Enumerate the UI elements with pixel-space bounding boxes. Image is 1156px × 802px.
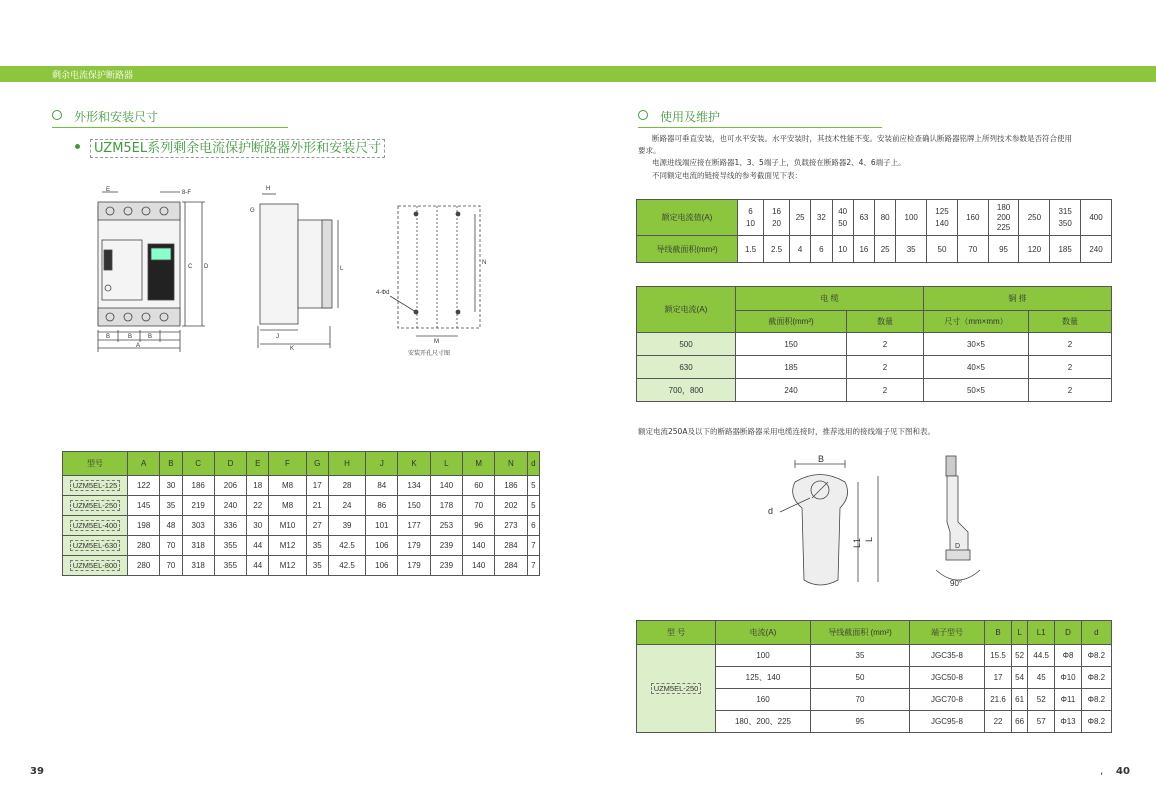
table-cell: 21 bbox=[306, 496, 328, 516]
table-cell: 70 bbox=[160, 556, 182, 576]
table-cell: 70 bbox=[957, 236, 988, 263]
table-cell: 25 bbox=[790, 200, 811, 236]
table-cell: 280 bbox=[128, 556, 160, 576]
table-cell: 355 bbox=[214, 536, 246, 556]
table-cell: 2 bbox=[847, 379, 924, 402]
table-cell: 22 bbox=[985, 711, 1012, 733]
table-row bbox=[63, 556, 540, 576]
table-cell: 39 bbox=[328, 516, 365, 536]
table-cell: 273 bbox=[495, 516, 527, 536]
table-cell: 35 bbox=[306, 556, 328, 576]
dim-header-model: 型号 bbox=[63, 452, 128, 476]
table-cell: 700，800 bbox=[637, 379, 736, 402]
table-cell: 86 bbox=[366, 496, 398, 516]
model-name: UZM5EL-250 bbox=[651, 683, 702, 694]
lug-label-angle: 90° bbox=[950, 579, 963, 588]
table-cell: 70 bbox=[160, 536, 182, 556]
table-row bbox=[637, 236, 1112, 263]
dim-header: J bbox=[366, 452, 398, 476]
table-row bbox=[63, 476, 540, 496]
table-cell: 284 bbox=[495, 536, 527, 556]
table-cell: 179 bbox=[398, 536, 430, 556]
dim-header: C bbox=[182, 452, 214, 476]
table-cell: JGC50-8 bbox=[910, 667, 985, 689]
table-cell: 101 bbox=[366, 516, 398, 536]
table-cell: 6 bbox=[811, 236, 832, 263]
table-cell: 70 bbox=[463, 496, 495, 516]
table-cell: 186 bbox=[495, 476, 527, 496]
table-cell: 303 bbox=[182, 516, 214, 536]
table-cell: 150 bbox=[736, 333, 847, 356]
table-cell: 35 bbox=[306, 536, 328, 556]
table-cell: 5 bbox=[527, 496, 539, 516]
left-subtitle bbox=[75, 137, 385, 156]
table-cell: 100 bbox=[716, 645, 811, 667]
header-cell: D bbox=[1055, 621, 1082, 645]
header-cell: 导线截面积 (mm²) bbox=[811, 621, 910, 645]
table-cell: 95 bbox=[811, 711, 910, 733]
table-cell: M12 bbox=[269, 556, 306, 576]
mounting-caption: 安装开孔尺寸图 bbox=[408, 351, 451, 357]
table-cell: 315 350 bbox=[1050, 200, 1081, 236]
table-cell: Φ10 bbox=[1055, 667, 1082, 689]
terminal-lug-drawing bbox=[760, 452, 1000, 592]
table-cell: M12 bbox=[269, 536, 306, 556]
dim-header: A bbox=[128, 452, 160, 476]
table-cell: 240 bbox=[1081, 236, 1112, 263]
table-cell: 2 bbox=[1029, 379, 1112, 402]
table-cell: 21.6 bbox=[985, 689, 1012, 711]
table-cell: 24 bbox=[328, 496, 365, 516]
table-cell: 240 bbox=[736, 379, 847, 402]
table-cell: 179 bbox=[398, 556, 430, 576]
table-cell: 280 bbox=[128, 536, 160, 556]
table-cell: 106 bbox=[366, 536, 398, 556]
label-l: L bbox=[340, 266, 344, 272]
row-label: 导线截面积(mm²) bbox=[637, 236, 738, 263]
table-cell: 500 bbox=[637, 333, 736, 356]
table-cell: 70 bbox=[811, 689, 910, 711]
dim-header: B bbox=[160, 452, 182, 476]
label-d: D bbox=[204, 264, 209, 270]
dim-header: M bbox=[463, 452, 495, 476]
table-cell: 239 bbox=[430, 556, 462, 576]
circle-bullet-icon bbox=[638, 110, 648, 120]
header-cell: 型 号 bbox=[637, 621, 716, 645]
dot-bullet-icon bbox=[75, 144, 80, 149]
dim-header: N bbox=[495, 452, 527, 476]
table-cell: 355 bbox=[214, 556, 246, 576]
label-e: E bbox=[106, 187, 111, 193]
table-cell: 40 50 bbox=[832, 200, 853, 236]
table-cell: Φ8.2 bbox=[1081, 667, 1111, 689]
model-name: UZM5EL-250 bbox=[70, 500, 121, 511]
table-cell: 50 bbox=[927, 236, 958, 263]
label-b3: B bbox=[148, 334, 153, 340]
dimension-table-header bbox=[63, 452, 540, 476]
table-cell: 336 bbox=[214, 516, 246, 536]
model-cell bbox=[63, 536, 128, 556]
table-cell: 60 bbox=[463, 476, 495, 496]
table-cell: 10 bbox=[832, 236, 853, 263]
right-section-underline bbox=[638, 127, 882, 128]
left-subtitle-text: UZM5EL系列剩余电流保护断路器外形和安装尺寸 bbox=[90, 139, 385, 158]
table-cell: 44 bbox=[247, 536, 269, 556]
dim-header: K bbox=[398, 452, 430, 476]
dim-header: G bbox=[306, 452, 328, 476]
table-cell: 120 bbox=[1019, 236, 1050, 263]
table-row bbox=[637, 287, 1112, 311]
label-m: M bbox=[434, 339, 439, 345]
table-cell: 6 bbox=[527, 516, 539, 536]
header-cell: 电 缆 bbox=[736, 287, 924, 311]
table-cell: M8 bbox=[269, 476, 306, 496]
table-cell: 1.5 bbox=[738, 236, 764, 263]
table-cell: 52 bbox=[1012, 645, 1028, 667]
table-cell: 52 bbox=[1028, 689, 1055, 711]
table-cell: 122 bbox=[128, 476, 160, 496]
table-cell: 42.5 bbox=[328, 556, 365, 576]
header-cell: 额定电流(A) bbox=[637, 287, 736, 333]
label-b1: B bbox=[106, 334, 111, 340]
lug-label-d: d bbox=[768, 506, 774, 516]
table-cell: 63 bbox=[853, 200, 874, 236]
table-cell: 25 bbox=[875, 236, 896, 263]
category-bar bbox=[0, 66, 1156, 82]
header-cell: 端子型号 bbox=[910, 621, 985, 645]
model-cell bbox=[63, 496, 128, 516]
table-cell: 2 bbox=[1029, 356, 1112, 379]
para-install-2: 电源进线端应接在断路器1、3、5端子上，负载接在断路器2、4、6端子上。 bbox=[652, 158, 906, 167]
header-cell: 截面积(mm²) bbox=[736, 311, 847, 333]
table-cell: 185 bbox=[736, 356, 847, 379]
table-cell: 140 bbox=[463, 536, 495, 556]
table-cell: 18 bbox=[247, 476, 269, 496]
table-cell: 202 bbox=[495, 496, 527, 516]
dim-header: d bbox=[527, 452, 539, 476]
right-section-title-text: 使用及维护 bbox=[660, 110, 721, 124]
label-k: K bbox=[290, 346, 295, 352]
table-cell: 28 bbox=[328, 476, 365, 496]
left-section-underline bbox=[52, 127, 288, 128]
table-cell: 35 bbox=[160, 496, 182, 516]
table-cell: 140 bbox=[463, 556, 495, 576]
table-cell: 27 bbox=[306, 516, 328, 536]
table-row bbox=[637, 200, 1112, 236]
table-cell: 240 bbox=[214, 496, 246, 516]
para-install-1: 断路器可垂直安装，也可水平安装。水平安装时，其技术性能不变。安装前应检查确认断路器铭牌上所列技术参数是否符合使用 bbox=[652, 134, 1072, 143]
table-cell: Φ8 bbox=[1055, 645, 1082, 667]
lug-label-big-d: D bbox=[955, 543, 961, 550]
table-cell: 66 bbox=[1012, 711, 1028, 733]
table-cell: 219 bbox=[182, 496, 214, 516]
table-cell: 35 bbox=[811, 645, 910, 667]
table-cell: 2 bbox=[847, 356, 924, 379]
table-cell: 40×5 bbox=[924, 356, 1029, 379]
header-cell: 数量 bbox=[1029, 311, 1112, 333]
dim-header: L bbox=[430, 452, 462, 476]
table-row bbox=[637, 356, 1112, 379]
table-cell: 140 bbox=[430, 476, 462, 496]
header-cell: L bbox=[1012, 621, 1028, 645]
label-8f: 8-F bbox=[182, 190, 191, 196]
table-cell: 125 140 bbox=[927, 200, 958, 236]
table-cell: 185 bbox=[1050, 236, 1081, 263]
table-cell: 84 bbox=[366, 476, 398, 496]
table-cell: 2 bbox=[847, 333, 924, 356]
right-page-number: 40 bbox=[1116, 766, 1130, 777]
dimension-table bbox=[62, 451, 540, 576]
table-cell: 177 bbox=[398, 516, 430, 536]
table-cell: 30 bbox=[160, 476, 182, 496]
label-g: G bbox=[250, 208, 255, 214]
table-row bbox=[637, 621, 1112, 645]
model-cell bbox=[637, 645, 716, 733]
table-cell: 35 bbox=[896, 236, 927, 263]
label-hole: 4-Φd bbox=[376, 290, 390, 296]
label-j: J bbox=[276, 334, 279, 340]
table-cell: 44.5 bbox=[1028, 645, 1055, 667]
table-cell: 150 bbox=[398, 496, 430, 516]
category-label: 剩余电流保护断路器 bbox=[52, 71, 134, 81]
table-cell: 106 bbox=[366, 556, 398, 576]
table-cell: 2 bbox=[1029, 333, 1112, 356]
para-install-3: 不同额定电流的链接导线的参考截面见下表： bbox=[652, 171, 802, 180]
table-cell: 318 bbox=[182, 536, 214, 556]
table-cell: Φ13 bbox=[1055, 711, 1082, 733]
table-cell: Φ8.2 bbox=[1081, 689, 1111, 711]
table-cell: 30 bbox=[247, 516, 269, 536]
table-cell: 180、200、225 bbox=[716, 711, 811, 733]
table-cell: 239 bbox=[430, 536, 462, 556]
dim-header: E bbox=[247, 452, 269, 476]
table-cell: 178 bbox=[430, 496, 462, 516]
table-cell: 45 bbox=[1028, 667, 1055, 689]
cable-busbar-table bbox=[636, 286, 1112, 402]
table-cell: 32 bbox=[811, 200, 832, 236]
table-cell: 16 bbox=[853, 236, 874, 263]
header-cell: 数量 bbox=[847, 311, 924, 333]
table-cell: 48 bbox=[160, 516, 182, 536]
header-cell: 尺寸（mm×mm） bbox=[924, 311, 1029, 333]
lug-note: 额定电流250A及以下的断路器断路器采用电缆连接时，推荐选用的接线端子见下图和表。 bbox=[638, 427, 935, 436]
table-cell: 180 200 225 bbox=[988, 200, 1019, 236]
header-cell: L1 bbox=[1028, 621, 1055, 645]
label-a: A bbox=[136, 343, 141, 349]
table-cell: 50×5 bbox=[924, 379, 1029, 402]
table-cell: 160 bbox=[716, 689, 811, 711]
table-cell: 7 bbox=[527, 556, 539, 576]
table-cell: 7 bbox=[527, 536, 539, 556]
model-cell bbox=[63, 476, 128, 496]
dim-header: D bbox=[214, 452, 246, 476]
table-cell: 30×5 bbox=[924, 333, 1029, 356]
table-cell: 22 bbox=[247, 496, 269, 516]
header-cell: B bbox=[985, 621, 1012, 645]
label-h: H bbox=[266, 186, 271, 192]
table-cell: 4 bbox=[790, 236, 811, 263]
table-cell: 80 bbox=[875, 200, 896, 236]
row-label: 额定电流值(A) bbox=[637, 200, 738, 236]
table-cell: Φ8.2 bbox=[1081, 645, 1111, 667]
table-row bbox=[637, 645, 1112, 667]
model-name: UZM5EL-800 bbox=[70, 560, 121, 571]
table-cell: 96 bbox=[463, 516, 495, 536]
table-cell: 630 bbox=[637, 356, 736, 379]
right-page-mark: , bbox=[1100, 766, 1104, 777]
table-cell: M8 bbox=[269, 496, 306, 516]
lug-label-b: B bbox=[818, 454, 825, 464]
right-section-title bbox=[638, 108, 720, 125]
table-cell: 318 bbox=[182, 556, 214, 576]
table-cell: 50 bbox=[811, 667, 910, 689]
circle-bullet-icon bbox=[52, 110, 62, 120]
label-c: C bbox=[188, 264, 193, 270]
dim-header: H bbox=[328, 452, 365, 476]
table-cell: 250 bbox=[1019, 200, 1050, 236]
dim-header: F bbox=[269, 452, 306, 476]
lug-label-l: L bbox=[864, 536, 874, 542]
model-name: UZM5EL-125 bbox=[70, 480, 121, 491]
table-cell: 2.5 bbox=[764, 236, 790, 263]
table-row bbox=[63, 516, 540, 536]
wire-section-table bbox=[636, 199, 1112, 263]
model-cell bbox=[63, 556, 128, 576]
table-cell: 57 bbox=[1028, 711, 1055, 733]
left-section-title bbox=[52, 108, 158, 125]
table-cell: JGC70-8 bbox=[910, 689, 985, 711]
table-cell: 400 bbox=[1081, 200, 1112, 236]
model-name: UZM5EL-630 bbox=[70, 540, 121, 551]
table-cell: 54 bbox=[1012, 667, 1028, 689]
table-cell: JGC35-8 bbox=[910, 645, 985, 667]
table-cell: 125、140 bbox=[716, 667, 811, 689]
table-cell: 160 bbox=[957, 200, 988, 236]
table-cell: 284 bbox=[495, 556, 527, 576]
table-cell: 95 bbox=[988, 236, 1019, 263]
table-cell: Φ11 bbox=[1055, 689, 1082, 711]
table-cell: 186 bbox=[182, 476, 214, 496]
header-cell: d bbox=[1081, 621, 1111, 645]
lug-label-l1: L1 bbox=[852, 537, 862, 548]
table-cell: 5 bbox=[527, 476, 539, 496]
table-cell: 145 bbox=[128, 496, 160, 516]
table-cell: 16 20 bbox=[764, 200, 790, 236]
terminal-table bbox=[636, 620, 1112, 733]
para-install-1b: 要求。 bbox=[638, 146, 661, 155]
table-cell: 206 bbox=[214, 476, 246, 496]
table-cell: 198 bbox=[128, 516, 160, 536]
table-cell: 17 bbox=[985, 667, 1012, 689]
table-row bbox=[637, 333, 1112, 356]
table-cell: 15.5 bbox=[985, 645, 1012, 667]
table-cell: 253 bbox=[430, 516, 462, 536]
table-cell: 100 bbox=[896, 200, 927, 236]
model-name: UZM5EL-400 bbox=[70, 520, 121, 531]
table-cell: M10 bbox=[269, 516, 306, 536]
model-cell bbox=[63, 516, 128, 536]
table-row bbox=[63, 536, 540, 556]
table-cell: 42.5 bbox=[328, 536, 365, 556]
table-cell: 61 bbox=[1012, 689, 1028, 711]
header-cell: 电流(A) bbox=[716, 621, 811, 645]
left-section-title-text: 外形和安装尺寸 bbox=[74, 110, 159, 124]
header-cell: 铜 排 bbox=[924, 287, 1112, 311]
table-cell: 6 10 bbox=[738, 200, 764, 236]
table-cell: 17 bbox=[306, 476, 328, 496]
left-page-number: 39 bbox=[30, 766, 44, 777]
table-row bbox=[637, 379, 1112, 402]
breaker-outline-drawing bbox=[90, 180, 510, 365]
label-n: N bbox=[482, 260, 487, 266]
table-cell: 134 bbox=[398, 476, 430, 496]
table-cell: Φ8.2 bbox=[1081, 711, 1111, 733]
label-b2: B bbox=[128, 334, 133, 340]
table-row bbox=[63, 496, 540, 516]
table-cell: JGC95-8 bbox=[910, 711, 985, 733]
table-cell: 44 bbox=[247, 556, 269, 576]
